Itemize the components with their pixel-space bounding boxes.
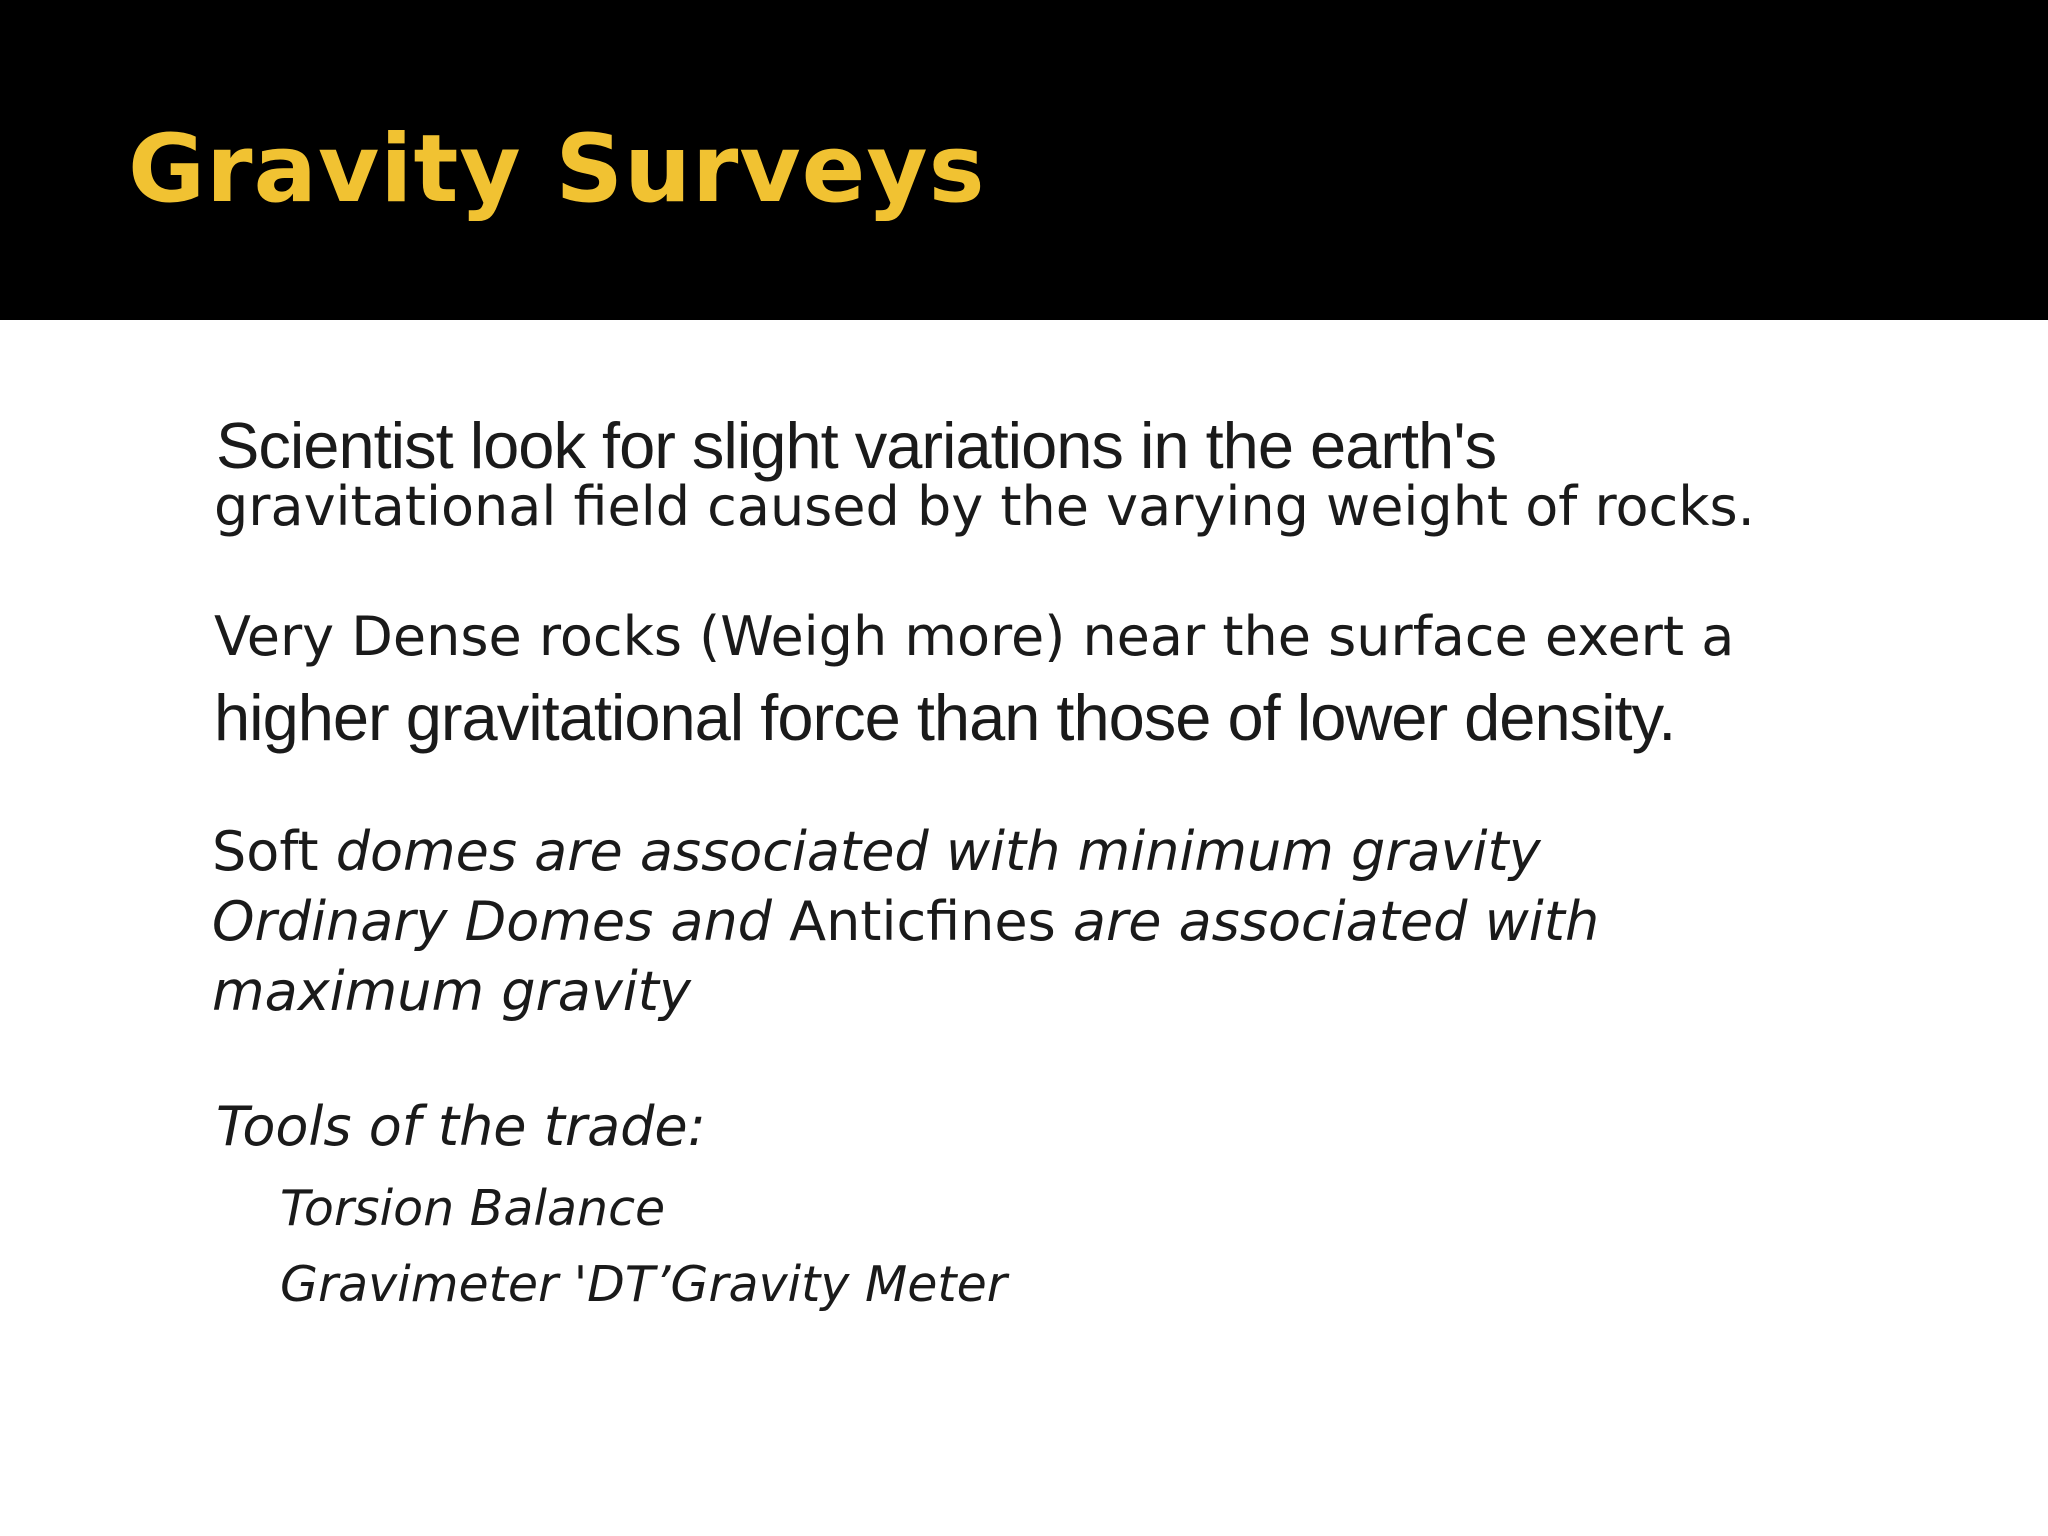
paragraph-2-line-2: higher gravitational force than those of lower density. bbox=[214, 681, 1676, 754]
paragraph-2-line-1: Very Dense rocks (Weigh more) near the surface exert a bbox=[214, 605, 1735, 668]
tool-item-gravimeter: Gravimeter 'DT’Gravity Meter bbox=[280, 1256, 1007, 1313]
paragraph-3-line-2-italic-b: are associated with bbox=[1055, 890, 1600, 953]
title-band bbox=[0, 0, 2048, 320]
paragraph-3-line-2-upright: Anticfines bbox=[789, 890, 1056, 953]
paragraph-1-line-2: gravitational field caused by the varying weight of rocks. bbox=[214, 475, 1755, 538]
paragraph-3-line-1-italic: domes are associated with minimum gravity bbox=[335, 820, 1541, 883]
paragraph-3-line-3: maximum gravity bbox=[212, 960, 691, 1023]
paragraph-1-line-1: Scientist look for slight variations in the earth's bbox=[216, 409, 1497, 482]
paragraph-3-line-1 bbox=[212, 820, 1541, 883]
paragraph-3-line-1-upright: Soft bbox=[212, 820, 336, 883]
paragraph-3-line-2-italic-a: Ordinary Domes and bbox=[212, 890, 790, 953]
tools-heading: Tools of the trade: bbox=[216, 1095, 706, 1158]
paragraph-3-line-2 bbox=[212, 890, 1599, 953]
tool-item-torsion-balance: Torsion Balance bbox=[280, 1180, 666, 1237]
slide-title: Gravity Surveys bbox=[128, 115, 986, 224]
